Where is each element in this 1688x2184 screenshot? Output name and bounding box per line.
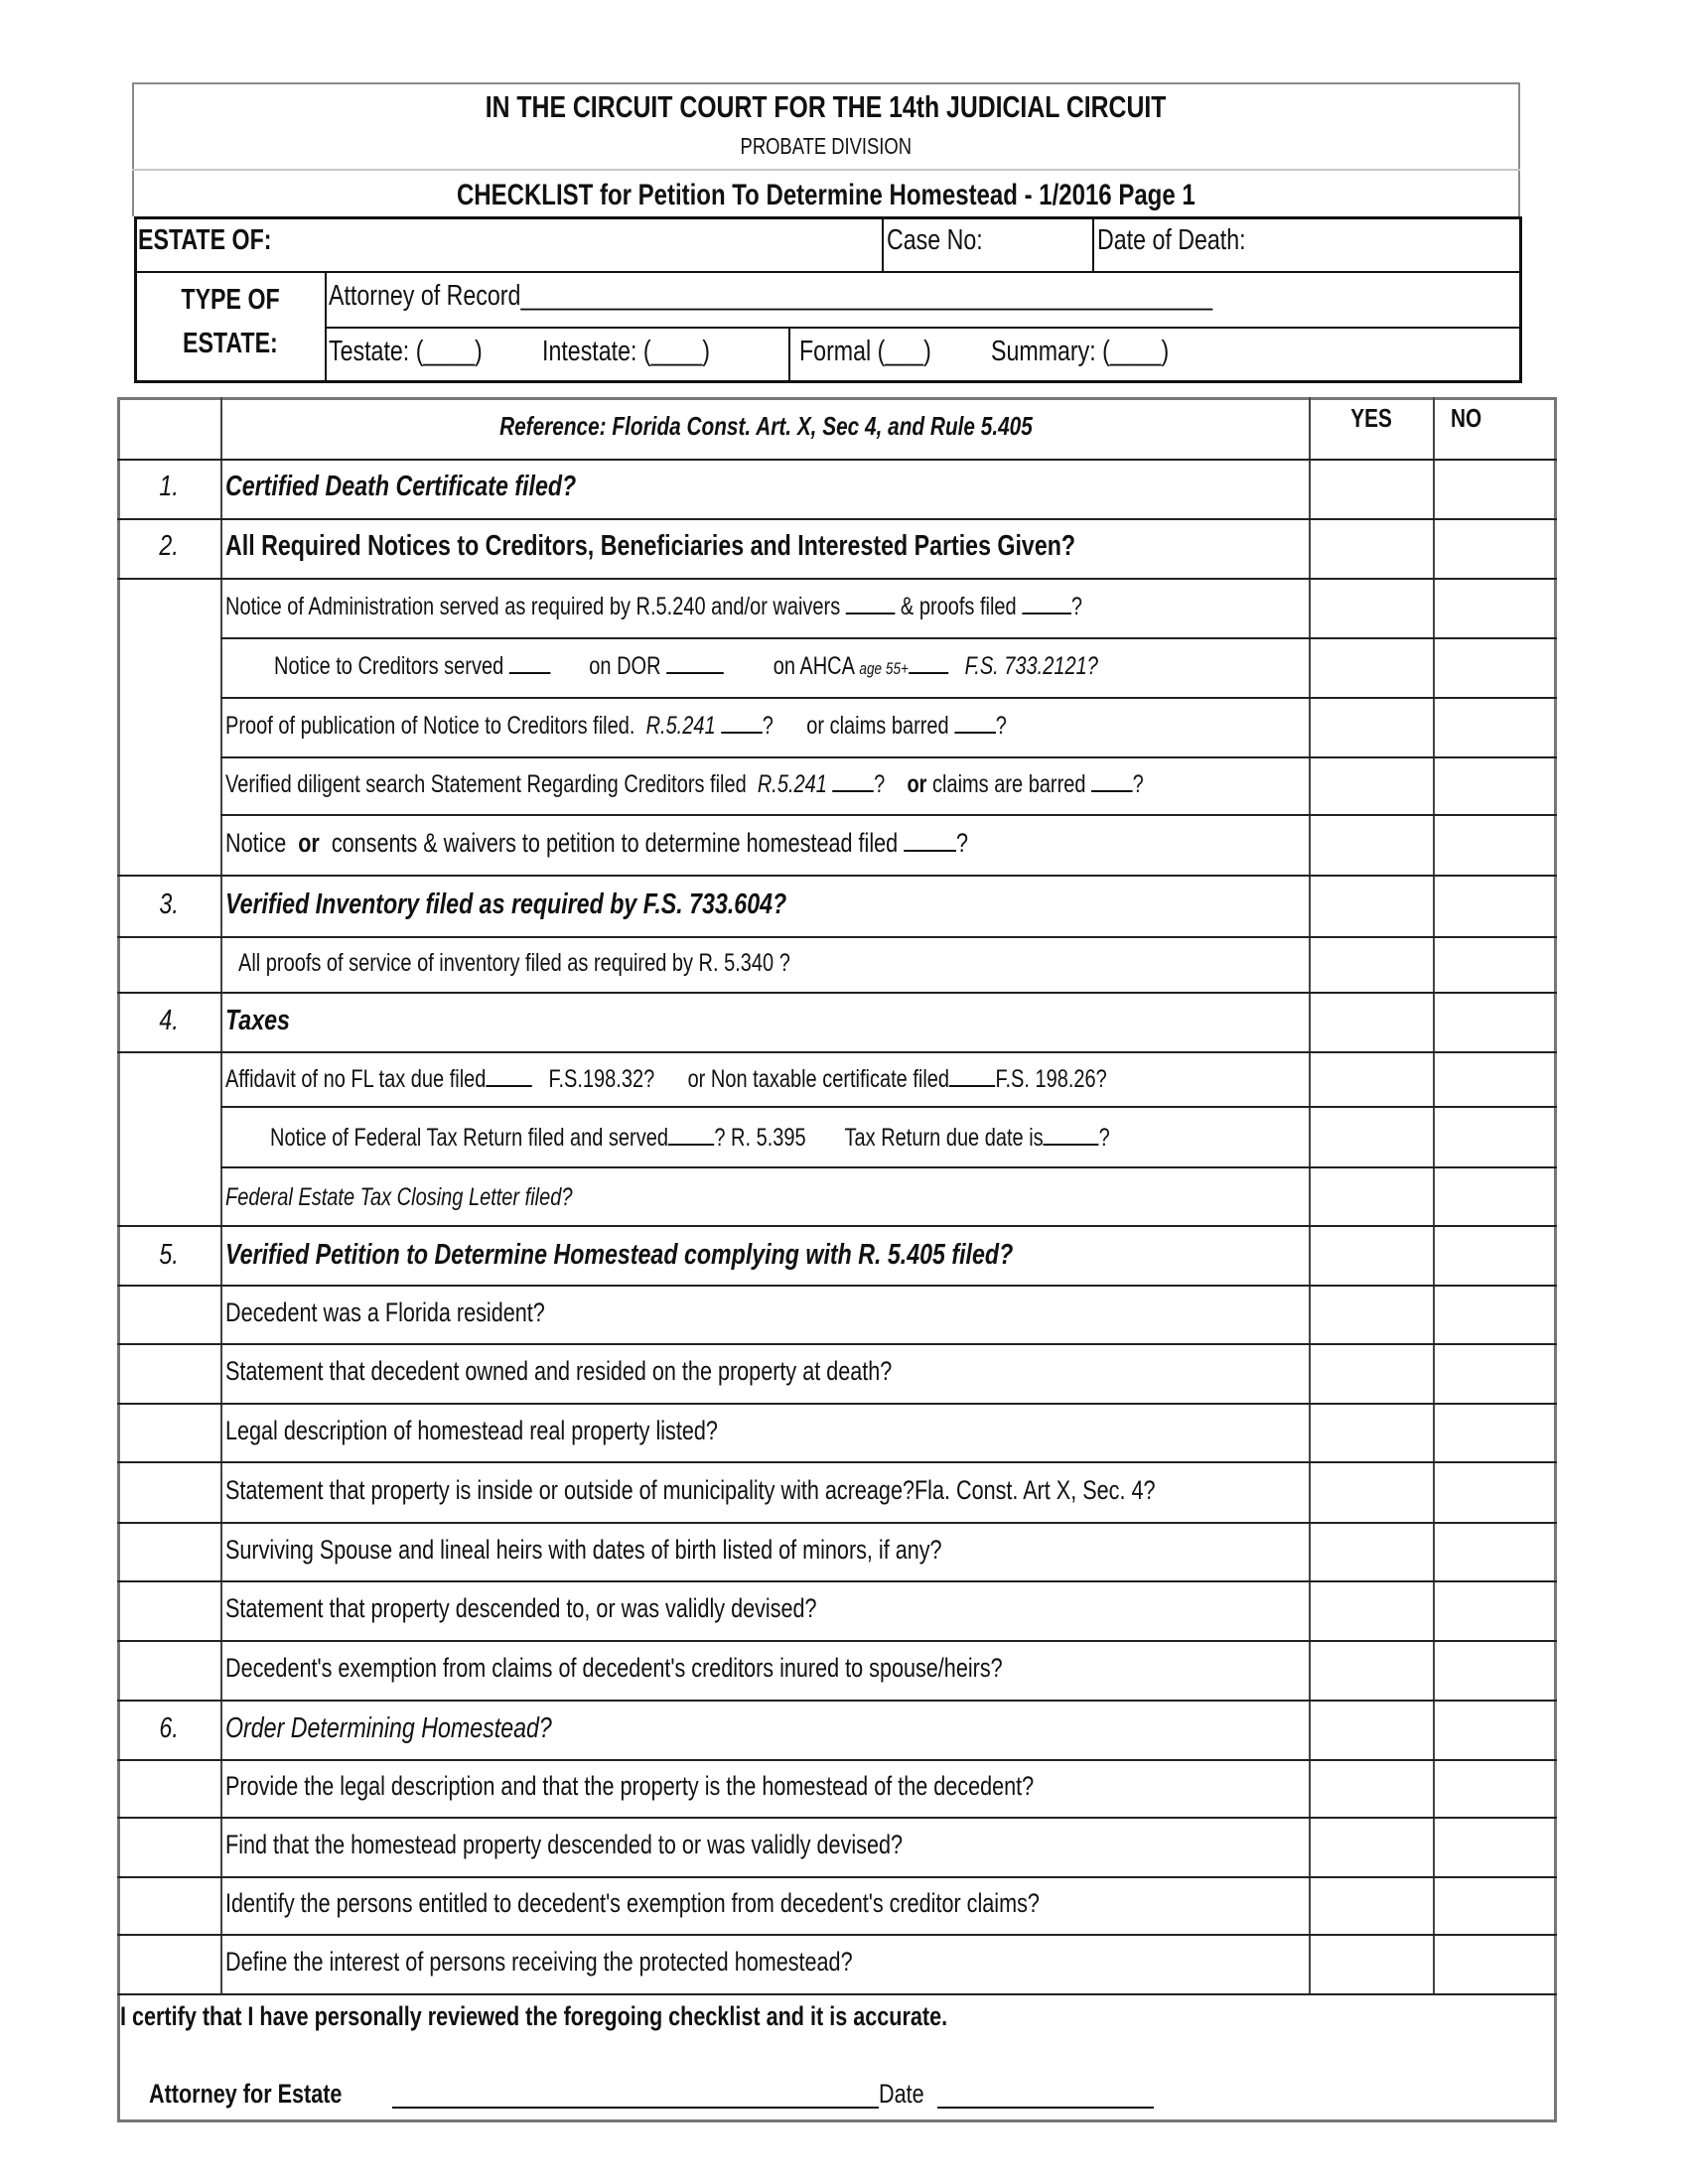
federal-return-blank[interactable] bbox=[668, 1126, 714, 1146]
no-checkbox-cell[interactable] bbox=[1435, 1761, 1555, 1817]
attorney-for-estate-label: Attorney for Estate bbox=[149, 2079, 343, 2109]
no-checkbox-cell[interactable] bbox=[1435, 1819, 1555, 1876]
no-checkbox-cell[interactable] bbox=[1435, 1287, 1555, 1343]
yes-checkbox-cell[interactable] bbox=[1311, 580, 1433, 637]
item-exemption-inured: Decedent's exemption from claims of decedent's creditors inured to spouse/heirs? bbox=[225, 1653, 1003, 1683]
publication-blank[interactable] bbox=[721, 714, 763, 734]
non-taxable-blank[interactable] bbox=[949, 1067, 995, 1087]
no-checkbox-cell[interactable] bbox=[1435, 461, 1555, 518]
type-row-divider bbox=[325, 327, 1522, 329]
no-checkbox-cell[interactable] bbox=[1435, 1053, 1555, 1106]
item-surviving-spouse: Surviving Spouse and lineal heirs with dates of birth listed of minors, if any? bbox=[225, 1535, 942, 1565]
item-federal-tax-return: Notice of Federal Tax Return filed and served ? R. 5.395 Tax Return due date is ? bbox=[270, 1124, 1110, 1152]
no-header: NO bbox=[1451, 403, 1482, 433]
date-of-death-label: Date of Death: bbox=[1097, 224, 1246, 256]
no-checkbox-cell[interactable] bbox=[1435, 758, 1555, 814]
section-number: 6. bbox=[159, 1712, 179, 1744]
no-checkbox-cell[interactable] bbox=[1435, 877, 1555, 936]
testate-field[interactable]: Testate: (____) bbox=[329, 336, 483, 367]
yes-checkbox-cell[interactable] bbox=[1311, 1582, 1433, 1640]
item-order-descended: Find that the homestead property descended to or was validly devised? bbox=[225, 1830, 904, 1859]
item-municipality: Statement that property is inside or outside of municipality with acreage?Fla. Const. Art X, Sec. 4? bbox=[225, 1475, 1156, 1505]
yes-checkbox-cell[interactable] bbox=[1311, 1642, 1433, 1700]
claims-are-barred-blank[interactable] bbox=[1091, 772, 1133, 792]
attorney-of-record-field[interactable]: Attorney of Record______________________________________________________ bbox=[329, 280, 1213, 312]
consents-blank[interactable] bbox=[904, 832, 956, 852]
section-number: 3. bbox=[159, 888, 179, 920]
yes-checkbox-cell[interactable] bbox=[1311, 1463, 1433, 1522]
ahca-blank[interactable] bbox=[909, 654, 948, 674]
item-descended-devised: Statement that property descended to, or was validly devised? bbox=[225, 1593, 817, 1623]
no-checkbox-cell[interactable] bbox=[1435, 699, 1555, 756]
section-number: 1. bbox=[159, 471, 179, 502]
item-florida-resident: Decedent was a Florida resident? bbox=[225, 1297, 545, 1327]
yes-checkbox-cell[interactable] bbox=[1311, 1405, 1433, 1461]
due-date-blank[interactable] bbox=[1044, 1126, 1099, 1146]
item-affidavit-no-tax: Affidavit of no FL tax due filed F.S.198.32? or Non taxable certificate filed F.S. 198.26? bbox=[225, 1065, 1107, 1093]
yes-checkbox-cell[interactable] bbox=[1311, 1761, 1433, 1817]
division-title: PROBATE DIVISION bbox=[740, 133, 913, 159]
yes-checkbox-cell[interactable] bbox=[1311, 1053, 1433, 1106]
no-checkbox-cell[interactable] bbox=[1435, 1345, 1555, 1403]
yes-checkbox-cell[interactable] bbox=[1311, 816, 1433, 875]
yes-checkbox-cell[interactable] bbox=[1311, 1878, 1433, 1934]
type-label-divider bbox=[325, 271, 327, 383]
reference-header: Reference: Florida Const. Art. X, Sec 4, and Rule 5.405 bbox=[498, 411, 1033, 441]
no-checkbox-cell[interactable] bbox=[1435, 1405, 1555, 1461]
yes-checkbox-cell[interactable] bbox=[1311, 758, 1433, 814]
case-no-field[interactable] bbox=[1003, 220, 1087, 268]
item-order-persons-entitled: Identify the persons entitled to decedent's exemption from decedent's creditor claims? bbox=[225, 1888, 1040, 1918]
no-checkbox-cell[interactable] bbox=[1435, 1702, 1555, 1759]
no-checkbox-cell[interactable] bbox=[1435, 816, 1555, 875]
attorney-signature-line[interactable] bbox=[392, 2085, 879, 2109]
yes-checkbox-cell[interactable] bbox=[1311, 1227, 1433, 1285]
no-checkbox-cell[interactable] bbox=[1435, 938, 1555, 992]
yes-checkbox-cell[interactable] bbox=[1311, 520, 1433, 578]
creditors-served-blank[interactable] bbox=[509, 654, 551, 674]
item-order-legal-description: Provide the legal description and that the property is the homestead of the decedent? bbox=[225, 1771, 1035, 1801]
yes-checkbox-cell[interactable] bbox=[1311, 938, 1433, 992]
item-order-define-interest: Define the interest of persons receiving the protected homestead? bbox=[225, 1947, 853, 1977]
item-inventory-proofs: All proofs of service of inventory filed as required by R. 5.340 ? bbox=[238, 949, 790, 977]
no-checkbox-cell[interactable] bbox=[1435, 580, 1555, 637]
diligent-search-blank[interactable] bbox=[832, 772, 874, 792]
item-notice-to-creditors: Notice to Creditors served on DOR on AHCA age 55+ F.S. 733.2121? bbox=[274, 652, 1098, 680]
yes-checkbox-cell[interactable] bbox=[1311, 1819, 1433, 1876]
no-checkbox-cell[interactable] bbox=[1435, 520, 1555, 578]
no-checkbox-cell[interactable] bbox=[1435, 1936, 1555, 1993]
yes-checkbox-cell[interactable] bbox=[1311, 639, 1433, 697]
section-title-notices: All Required Notices to Creditors, Beneficiaries and Interested Parties Given? bbox=[225, 530, 1076, 562]
no-checkbox-cell[interactable] bbox=[1435, 1524, 1555, 1580]
estate-of-label: ESTATE OF: bbox=[138, 224, 272, 256]
item-legal-description: Legal description of homestead real property listed? bbox=[225, 1416, 718, 1445]
checklist-title: CHECKLIST for Petition To Determine Homestead - 1/2016 Page 1 bbox=[457, 179, 1196, 211]
summary-field[interactable]: Summary: (____) bbox=[991, 336, 1170, 367]
section-number: 5. bbox=[159, 1239, 179, 1271]
item-proof-of-publication: Proof of publication of Notice to Creditors filed. R.5.241 ? or claims barred ? bbox=[225, 712, 1007, 740]
no-checkbox-cell[interactable] bbox=[1435, 1463, 1555, 1522]
affidavit-blank[interactable] bbox=[486, 1067, 531, 1087]
yes-checkbox-cell[interactable] bbox=[1311, 1936, 1433, 1993]
section-number: 2. bbox=[159, 530, 179, 562]
section-title-inventory: Verified Inventory filed as required by F.S. 733.604? bbox=[225, 888, 787, 920]
yes-checkbox-cell[interactable] bbox=[1311, 1108, 1433, 1166]
no-checkbox-cell[interactable] bbox=[1435, 1168, 1555, 1225]
yes-checkbox-cell[interactable] bbox=[1311, 1345, 1433, 1403]
no-checkbox-cell[interactable] bbox=[1435, 1878, 1555, 1934]
section-title-taxes: Taxes bbox=[225, 1005, 290, 1036]
no-checkbox-cell[interactable] bbox=[1435, 1227, 1555, 1285]
item-owned-resided: Statement that decedent owned and resided on the property at death? bbox=[225, 1356, 893, 1386]
estate-row-divider bbox=[134, 271, 1522, 273]
date-label: Date bbox=[879, 2079, 924, 2109]
section-title-petition: Verified Petition to Determine Homestead complying with R. 5.405 filed? bbox=[225, 1239, 1014, 1271]
yes-checkbox-cell[interactable] bbox=[1311, 877, 1433, 936]
section-title-order: Order Determining Homestead? bbox=[225, 1712, 552, 1744]
intestate-field[interactable]: Intestate: (____) bbox=[542, 336, 710, 367]
formal-field[interactable]: Formal (___) bbox=[799, 336, 931, 367]
waivers-blank[interactable] bbox=[846, 595, 896, 614]
case-no-divider bbox=[882, 216, 884, 272]
case-no-label: Case No: bbox=[887, 224, 983, 256]
yes-checkbox-cell[interactable] bbox=[1311, 461, 1433, 518]
item-closing-letter: Federal Estate Tax Closing Letter filed? bbox=[225, 1183, 573, 1211]
date-of-death-field[interactable] bbox=[1281, 220, 1514, 268]
yes-checkbox-cell[interactable] bbox=[1311, 994, 1433, 1051]
estate-of-field[interactable] bbox=[338, 220, 874, 268]
item-notice-of-administration: Notice of Administration served as required by R.5.240 and/or waivers & proofs filed ? bbox=[225, 593, 1082, 620]
certification-statement: I certify that I have personally reviewed the foregoing checklist and it is accurate. bbox=[120, 2001, 948, 2031]
section-title-death-certificate: Certified Death Certificate filed? bbox=[225, 471, 577, 502]
dor-blank[interactable] bbox=[666, 654, 724, 674]
court-title: IN THE CIRCUIT COURT FOR THE 14th JUDICIAL CIRCUIT bbox=[486, 89, 1167, 124]
type-of-estate-label-2: ESTATE: bbox=[183, 328, 278, 359]
type-of-estate-label: TYPE OF bbox=[181, 284, 280, 316]
yes-checkbox-cell[interactable] bbox=[1311, 1168, 1433, 1225]
no-checkbox-cell[interactable] bbox=[1435, 1108, 1555, 1166]
yes-header: YES bbox=[1350, 403, 1393, 433]
claims-barred-blank[interactable] bbox=[954, 714, 996, 734]
row-divider bbox=[117, 1993, 1557, 1995]
proofs-blank[interactable] bbox=[1022, 595, 1071, 614]
date-signature-line[interactable] bbox=[937, 2085, 1154, 2109]
yes-checkbox-cell[interactable] bbox=[1311, 1287, 1433, 1343]
no-checkbox-cell[interactable] bbox=[1435, 994, 1555, 1051]
yes-checkbox-cell[interactable] bbox=[1311, 1702, 1433, 1759]
no-checkbox-cell[interactable] bbox=[1435, 1582, 1555, 1640]
yes-checkbox-cell[interactable] bbox=[1311, 1524, 1433, 1580]
no-checkbox-cell[interactable] bbox=[1435, 639, 1555, 697]
item-consents-waivers: Notice or consents & waivers to petition to determine homestead filed ? bbox=[225, 828, 968, 858]
date-of-death-divider bbox=[1092, 216, 1094, 272]
header-divider bbox=[132, 169, 1520, 171]
item-diligent-search: Verified diligent search Statement Regarding Creditors filed R.5.241 ? or claims are barred ? bbox=[225, 770, 1144, 798]
yes-checkbox-cell[interactable] bbox=[1311, 699, 1433, 756]
section-number: 4. bbox=[159, 1005, 179, 1036]
formal-divider bbox=[788, 327, 790, 383]
no-checkbox-cell[interactable] bbox=[1435, 1642, 1555, 1700]
